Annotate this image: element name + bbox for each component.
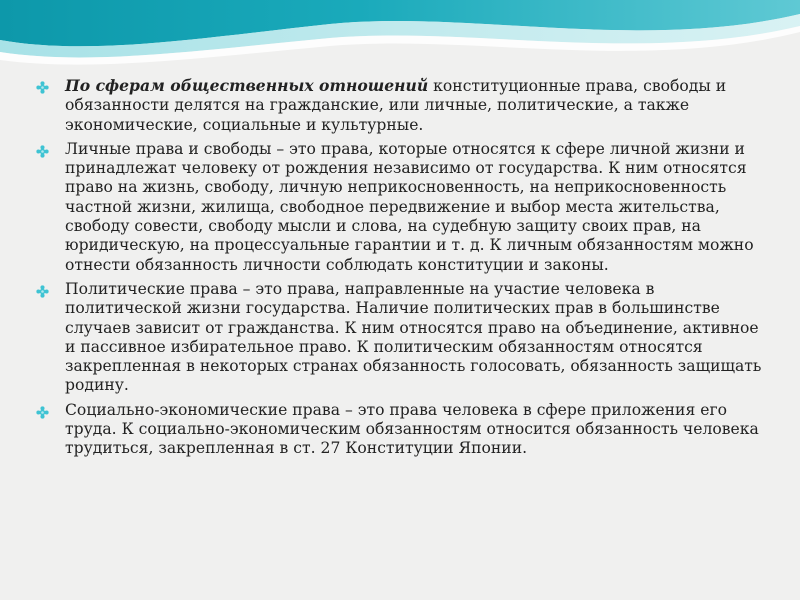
flower-bullet-icon xyxy=(36,406,49,419)
flower-bullet-icon xyxy=(36,145,49,158)
bullet-item xyxy=(36,401,766,459)
flower-bullet-icon xyxy=(36,285,49,298)
bullet-text: Личные права и свободы – это права, которые относятся к сфере личной жизни и принадлежат человеку от рождения независимо от государства. К ним относятся право на жизнь, свободу, личную неприкосновенность, на неприкосновенность частной жизни, жилища, свободное передвижение и выбор места жительства, свободу совести, свободу мысли и слова, на судебную защиту своих прав, на юридическую, на процессуальные гарантии и т. д. К личным обязанностям можно отнести обязанность личности соблюдать конституции и законы. xyxy=(65,139,754,274)
bullet-item xyxy=(36,280,766,396)
flower-bullet-icon xyxy=(36,81,49,94)
bullet-item xyxy=(36,76,766,135)
header-wave-decoration xyxy=(0,0,800,80)
bullet-item xyxy=(36,140,766,275)
bullet-list xyxy=(36,76,766,464)
bullet-text: Социально-экономические права – это права человека в сфере приложения его труда. К социально-экономическим обязанностям относится обязанность человека трудиться, закрепленная в ст. 27 Конституции Японии. xyxy=(65,400,759,458)
bullet-text: Политические права – это права, направленные на участие человека в политической жизни государства. Наличие политических прав в большинстве случаев зависит от гражданства. К ним относятся право на объединение, активное и пассивное избирательное право. К политическим обязанностям относятся закрепленная в некоторых странах обязанность голосовать, обязанность защищать родину. xyxy=(65,279,762,395)
bullet-lead: По сферам общественных отношений xyxy=(65,76,429,95)
bullet-text: конституционные права, свободы и обязанности делятся на гражданские, или личные, политические, а также экономические, социальные и культурные. xyxy=(65,77,727,134)
